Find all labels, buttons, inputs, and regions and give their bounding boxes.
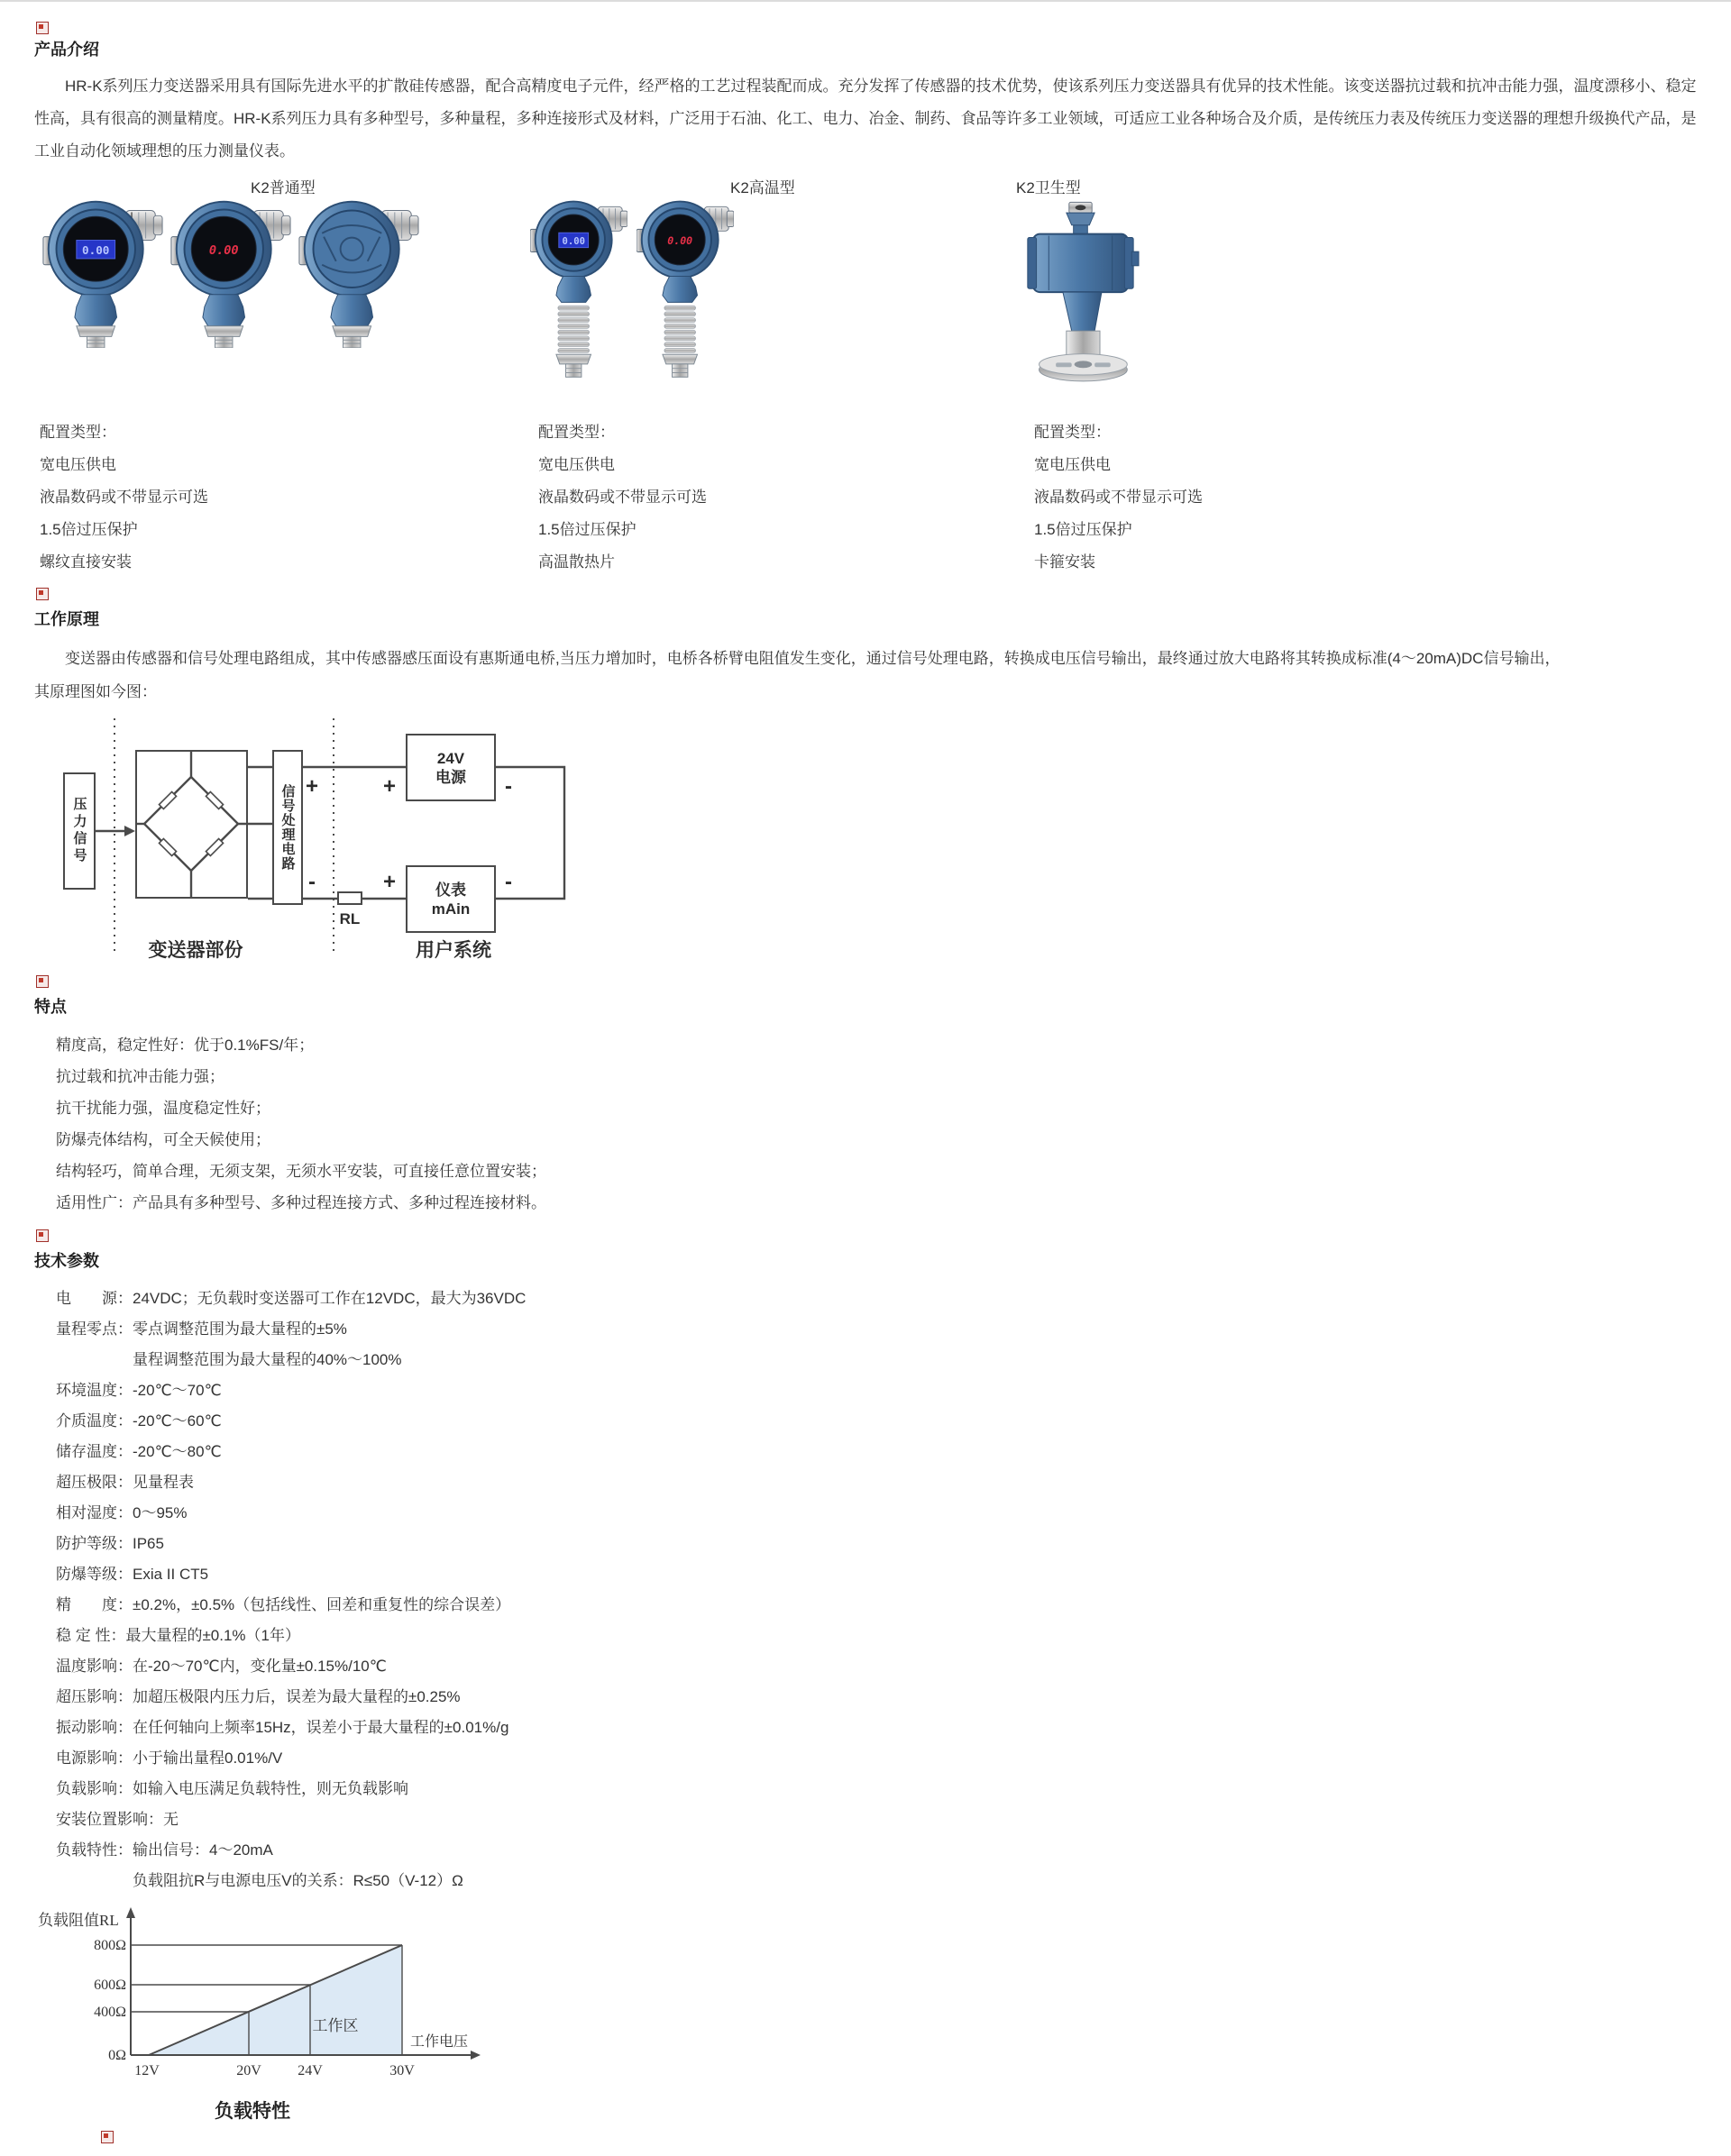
chart-caption: 负载特性 bbox=[215, 2100, 290, 2122]
config-item: 液晶数码或不带显示可选 bbox=[40, 489, 208, 506]
config-item: 螺纹直接安装 bbox=[40, 553, 132, 571]
config-title: 配置类型： bbox=[40, 424, 116, 441]
param-item: 安装位置影响：无 bbox=[56, 1811, 179, 1828]
feature-item: 抗干扰能力强，温度稳定性好； bbox=[56, 1100, 270, 1117]
svg-text:+: + bbox=[305, 774, 319, 799]
section-marker-icon bbox=[36, 1229, 49, 1242]
diagram-wires-svg bbox=[27, 714, 604, 966]
param-item: 量程调整范围为最大量程的40%～100% bbox=[133, 1351, 402, 1368]
config-item: 液晶数码或不带显示可选 bbox=[1034, 489, 1203, 506]
bridge-box bbox=[135, 750, 248, 899]
svg-text:0.00: 0.00 bbox=[667, 233, 693, 247]
product-label-sanitary: K2卫生型 bbox=[1016, 179, 1081, 196]
config-item: 1.5倍过压保护 bbox=[1034, 521, 1132, 538]
config-title: 配置类型： bbox=[538, 424, 615, 441]
param-item: 电源影响：小于输出量程0.01%/V bbox=[56, 1749, 283, 1767]
param-item: 负载特性：输出信号：4～20mA bbox=[56, 1841, 273, 1859]
svg-text:+: + bbox=[382, 774, 397, 799]
param-item: 环境温度：-20℃～70℃ bbox=[56, 1382, 222, 1399]
config-item: 宽电压供电 bbox=[1034, 456, 1111, 473]
params-heading: 技术参数 bbox=[34, 1252, 99, 1270]
config-title: 配置类型： bbox=[1034, 424, 1111, 441]
svg-text:-: - bbox=[505, 774, 512, 799]
y-tick: 600Ω bbox=[94, 1978, 126, 1993]
x-tick: 20V bbox=[236, 2063, 261, 2078]
principle-text-line1: 变送器由传感器和信号处理电路组成，其中传感器感压面设有惠斯通电桥,当压力增加时，电桥各桥臂电阻值发生变化，通过信号处理电路，转换成电压信号输出，最终通过放大电路将其转换成标准(4～20mA)DC信号输出， bbox=[65, 650, 1561, 667]
feature-item: 精度高，稳定性好：优于0.1%FS/年； bbox=[56, 1037, 315, 1054]
cooling-fins bbox=[664, 306, 696, 352]
blind-cover bbox=[313, 210, 389, 287]
principle-heading: 工作原理 bbox=[34, 610, 99, 628]
product-cluster-hightemp bbox=[530, 195, 734, 380]
config-item: 液晶数码或不带显示可选 bbox=[538, 489, 707, 506]
param-item: 负载阻抗R与电源电压V的关系：R≤50（V-12）Ω bbox=[133, 1872, 463, 1889]
y-tick: 0Ω bbox=[108, 2048, 126, 2063]
feature-item: 适用性广：产品具有多种型号、多种过程连接方式、多种过程连接材料。 bbox=[56, 1194, 546, 1211]
svg-text:0.00: 0.00 bbox=[562, 235, 585, 247]
x-tick: 24V bbox=[298, 2063, 323, 2078]
param-item: 稳 定 性：最大量程的±0.1%（1年） bbox=[56, 1627, 300, 1644]
features-heading: 特点 bbox=[34, 998, 67, 1016]
param-item: 电 源：24VDC；无负载时变送器可工作在12VDC，最大为36VDC bbox=[56, 1290, 527, 1307]
svg-text:-: - bbox=[308, 870, 316, 894]
power-supply-box: 24V 电源 bbox=[406, 734, 496, 801]
signal-processing-box: 信号处理电路 bbox=[272, 750, 303, 905]
product-gallery bbox=[0, 175, 1731, 416]
config-item: 宽电压供电 bbox=[40, 456, 116, 473]
feature-item: 抗过载和抗冲击能力强； bbox=[56, 1068, 224, 1085]
transmitter-image-hightemp-led bbox=[637, 195, 734, 380]
param-item: 相对湿度：0～95% bbox=[56, 1504, 188, 1521]
product-cluster-standard bbox=[41, 195, 420, 348]
transmitter-part-label: 变送器部份 bbox=[148, 940, 243, 961]
param-item: 精 度：±0.2%，±0.5%（包括线性、回差和重复性的综合误差） bbox=[56, 1596, 511, 1613]
y-tick: 400Ω bbox=[94, 2005, 126, 2020]
principle-diagram bbox=[27, 714, 604, 966]
y-axis-label: 负载阻值RL bbox=[38, 1912, 119, 1929]
config-column-standard bbox=[40, 416, 538, 579]
pressure-signal-box: 压力信号 bbox=[63, 772, 96, 890]
transmitter-image-blind bbox=[298, 195, 420, 348]
config-item: 卡箍安装 bbox=[1034, 553, 1095, 571]
config-column-hightemp bbox=[538, 416, 1034, 579]
section-marker-icon bbox=[36, 22, 49, 34]
feature-item: 结构轻巧，简单合理，无须支架，无须水平安装，可直接任意位置安装； bbox=[56, 1163, 546, 1180]
section-marker-icon bbox=[36, 975, 49, 988]
config-lists bbox=[0, 416, 1731, 579]
load-chart-svg bbox=[36, 1904, 505, 2088]
product-label-standard: K2普通型 bbox=[251, 179, 316, 196]
x-tick: 12V bbox=[134, 2063, 160, 2078]
section-marker-icon bbox=[36, 588, 49, 600]
config-item: 高温散热片 bbox=[538, 553, 615, 571]
param-item: 防护等级：IP65 bbox=[56, 1535, 164, 1552]
intro-heading: 产品介绍 bbox=[34, 41, 99, 59]
x-tick: 30V bbox=[389, 2063, 415, 2078]
feature-item: 防爆壳体结构，可全天候使用； bbox=[56, 1131, 270, 1148]
product-cluster-sanitary bbox=[1021, 200, 1140, 395]
working-area-label: 工作区 bbox=[312, 2017, 359, 2034]
x-axis-label: 工作电压 bbox=[409, 2034, 469, 2050]
section-marker-icon bbox=[101, 2131, 114, 2143]
transmitter-image-lcd bbox=[41, 195, 164, 348]
product-label-hightemp: K2高温型 bbox=[730, 179, 795, 196]
principle-text-line2: 其原理图如今图： bbox=[34, 683, 157, 700]
param-item: 超压影响：加超压极限内压力后，误差为最大量程的±0.25% bbox=[56, 1688, 461, 1705]
svg-text:RL: RL bbox=[339, 910, 361, 927]
transmitter-image-hightemp-lcd bbox=[530, 195, 627, 380]
param-item: 储存温度：-20℃～80℃ bbox=[56, 1443, 222, 1460]
load-resistor bbox=[338, 892, 362, 904]
param-item: 介质温度：-20℃～60℃ bbox=[56, 1412, 222, 1430]
transmitter-image-sanitary bbox=[1021, 200, 1140, 395]
param-item: 振动影响：在任何轴向上频率15Hz，误差小于最大量程的±0.01%/g bbox=[56, 1719, 509, 1736]
param-item: 温度影响：在-20～70℃内，变化量±0.15%/10℃ bbox=[56, 1658, 387, 1675]
user-system-label: 用户系统 bbox=[416, 940, 491, 961]
cooling-fins bbox=[558, 306, 590, 352]
intro-paragraph: HR-K系列压力变送器采用具有国际先进水平的扩散硅传感器，配合高精度电子元件，经严格的工艺过程装配而成。充分发挥了传感器的技术优势，使该系列压力变送器具有优异的技术性能。该变送器抗过载和抗冲击能力强，温度漂移小、稳定性高，具有很高的测量精度。HR-K系列压力具有多种型号，多种量程，多种连接形式及材料，广泛用于石油、化工、电力、冶金、制药、食品等许多工业领域，可适应工业各种场合及介质，是传统压力表及传统压力变送器的理想升级换代产品，是工业自动化领域理想的压力测量仪表。 bbox=[34, 78, 1697, 160]
config-item: 1.5倍过压保护 bbox=[538, 521, 637, 538]
svg-text:-: - bbox=[505, 870, 512, 894]
y-tick: 800Ω bbox=[94, 1938, 126, 1953]
config-item: 宽电压供电 bbox=[538, 456, 615, 473]
parameter-list bbox=[56, 1284, 1731, 1896]
config-column-sanitary bbox=[1034, 416, 1731, 579]
feature-list bbox=[56, 1029, 1731, 1219]
param-item: 量程零点：零点调整范围为最大量程的±5% bbox=[56, 1320, 347, 1338]
param-item: 负载影响：如输入电压满足负载特性，则无负载影响 bbox=[56, 1780, 408, 1797]
param-item: 防爆等级：Exia II CT5 bbox=[56, 1566, 209, 1583]
svg-text:0.00: 0.00 bbox=[82, 243, 110, 258]
svg-text:+: + bbox=[382, 870, 397, 894]
config-item: 1.5倍过压保护 bbox=[40, 521, 138, 538]
svg-text:0.00: 0.00 bbox=[208, 243, 239, 259]
param-item: 超压极限：见量程表 bbox=[56, 1474, 194, 1491]
principle-paragraph bbox=[34, 642, 1697, 708]
load-chart bbox=[36, 1904, 505, 2124]
meter-box: 仪表 mAin bbox=[406, 865, 496, 933]
transmitter-image-led bbox=[169, 195, 292, 348]
